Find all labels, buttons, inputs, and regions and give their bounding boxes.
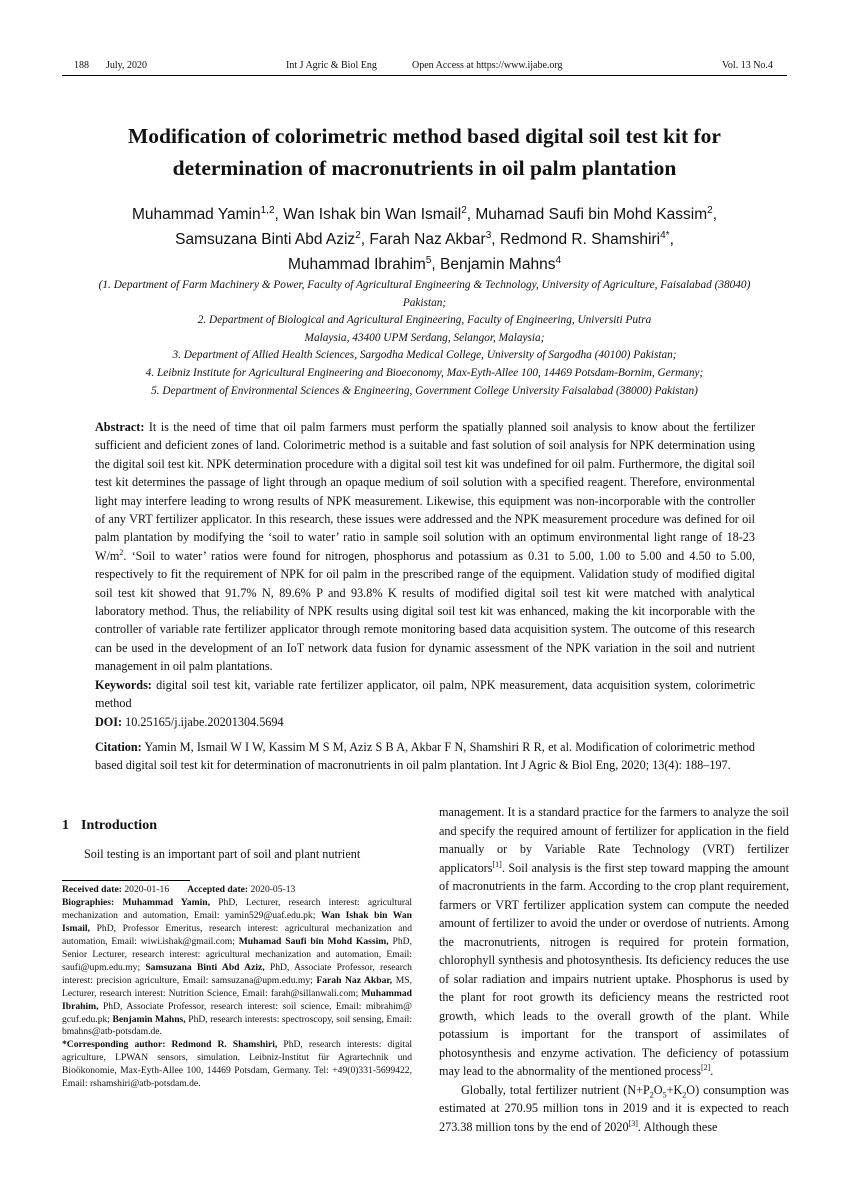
affiliation: 3. Department of Allied Health Sciences, Sargodha Medical College, University of Sargodha (40100) Pakistan; <box>172 349 677 362</box>
affiliations <box>70 277 779 400</box>
doi-link[interactable]: 10.25165/j.ijabe.20201304.5694 <box>125 714 284 729</box>
body-paragraph: management. It is a standard practice for the farmers to analyze the soil and specify the required amount of fertilizer for application in the field manually or by Variable Rate Technology (VRT) fertilizer applicators[1]. Soil analysis is the first step toward mapping the amount of macronutrients in the farm. According to the crop plant requirement, farmers or VRT fertilizer application system can compute the needed amount of fertilizer to avoid the under or overdose of nutrients. Among the macronutrients, nitrogen is required for protein formation, chlorophyll synthesis and photosynthesis. Its deficiency reduces the use of solar radiation and impairs nutrient uptake. Phosphorus is used by the plant for root growth its deficiency means the restricted root growth, which leads to the overall growth of the plant. While potassium is important for the transport of assimilates of photosynthesis and enzyme activation. The deficiency of potassium may lead to the abnormality of the mentioned process[2]. <box>439 805 789 1078</box>
footnotes <box>62 884 412 1091</box>
right-column <box>439 803 789 1136</box>
affiliation: (1. Department of Farm Machinery & Power, Faculty of Agricultural Engineering & Technology, University of Agriculture, Faisalabad (38040) Pakistan; <box>98 279 751 309</box>
author: Redmond R. Shamshiri$^{4*}$, <box>499 229 674 248</box>
page-number: 188 <box>74 60 89 71</box>
author: Farah Naz Akbar$^3$, <box>369 229 500 248</box>
citation-label: Citation: <box>95 740 142 754</box>
author: Muhamad Saufi bin Mohd Kassim$^2$, <box>475 204 718 223</box>
corresponding-author: *Corresponding author: Redmond R. Shamshiri, PhD, research interests: digital agriculture, LPWAN sensors, simulation. Leibniz-Institut für Agrartechnik und Bioökonomie, Max-Eyth-Allee 100, 14469 Potsdam, Germany. Tel: +49(0)331-5699422, Email: rshamshiri@atb-potsdam.de. <box>62 1039 412 1090</box>
doi <box>95 713 755 731</box>
affiliation: 4. Leibniz Institute for Agricultural Engineering and Bioeconomy, Max-Eyth-Allee 100, 14469 Potsdam-Bornim, Germany; <box>145 366 704 379</box>
section-number: 1 <box>62 818 69 833</box>
open-access-link[interactable]: Open Access at https://www.ijabe.org <box>412 60 563 71</box>
author: Benjamin Mahns$^4$ <box>440 254 562 273</box>
paper-title: Modification of colorimetric method based digital soil test kit for determination of macronutrients in oil palm plantation <box>128 124 721 180</box>
author: Samsuzana Binti Abd Aziz$^2$, <box>175 229 370 248</box>
affiliation: 5. Department of Environmental Sciences & Engineering, Government College University Faisalabad (38000) Pakistan) <box>151 384 698 397</box>
abstract-text: Abstract: It is the need of time that oil palm farmers must perform the spatially planned soil analysis to know about the fertilizer sufficient and deficient zones of land. Colorimetric method is a suitable and fast solution of soil analysis for NPK determination using the digital soil test kit. NPK determination procedure with a digital soil test kit was undefined for oil palm. Furthermore, the digital soil test kit determines the passage of light through an opaque medium of soil solution with a specified reagent. Therefore, environmental light may interfere leading to wrong results of NPK measurement. Likewise, this equipment was non-incorporable with the controller of any VRT fertilizer applicator. In this research, these issues were addressed and the NPK measurement procedure was defined for oil palm plantation by modifying the ‘soil to water’ ratio in sample soil solution with an optimum environmental light range of 18-23 $W/m^2$. ‘Soil to water’ ratios were found for nitrogen, phosphorus and potassium as 0.31 to 5.00, 1.00 to 5.00 and 4.50 to 5.00, respectively to fit the requirement of NPK for oil palm in the prescribed range of the equipment. Validation study of modified digital soil test kit showed that 91.7% N, 89.6% P and 93.8% K results of modified digital soil test kit were matched with analytical laboratory method. Thus, the reliability of NPK results using digital soil test kit was enhanced, making the kit incorporable with the controller of variable rate fertilizer applicator through remote monitoring based data acquisition system. The outcome of this research can be used in the development of an IoT network data fusion for dynamic assessment of the NPK variation in the soil and nutrient management in oil palm plantations. <box>95 420 756 674</box>
reference-link[interactable]: [2] <box>700 1062 711 1072</box>
section-title: Introduction <box>81 818 157 833</box>
affiliation: 2. Department of Biological and Agricultural Engineering, Faculty of Engineering, Universiti Putra Malaysia, 43400 UPM Serdang, Selangor, Malaysia; <box>197 314 652 344</box>
author: Wan Ishak bin Wan Ismail$^2$, <box>283 204 476 223</box>
journal-name: Int J Agric & Biol Eng <box>286 60 377 71</box>
volume-number: Vol. 13 No.4 <box>722 60 773 71</box>
abstract-label: Abstract: <box>95 420 145 434</box>
author-list <box>70 202 779 277</box>
footnote-rule <box>62 880 190 881</box>
doi-label: DOI: <box>95 714 123 729</box>
keywords: Keywords: digital soil test kit, variable rate fertilizer applicator, oil palm, NPK measurement, data acquisition system, colorimetric method <box>95 677 756 711</box>
dates-line: Received date: 2020-01-16 Accepted date: 2020-05-13 <box>62 884 296 895</box>
reference-link[interactable]: [3] <box>628 1118 638 1128</box>
header-rule <box>62 75 787 76</box>
citation <box>95 738 755 775</box>
citation-text: Yamin M, Ismail W I W, Kassim M S M, Aziz S B A, Akbar F N, Shamshiri R R, et al. Modification of colorimetric method based digital soil test kit for determination of macronutrients in oil palm plantation. Int J Agric & Biol Eng, 2020; 13(4): 188–197. <box>95 740 755 773</box>
intro-paragraph: Soil testing is an important part of soil and plant nutrient <box>84 847 361 861</box>
issue-date: July, 2020 <box>106 60 148 71</box>
author: Muhammad Yamin$^{1,2}$, <box>131 204 284 223</box>
keywords-label: Keywords: <box>95 677 152 692</box>
section-heading <box>62 818 169 834</box>
running-header <box>0 60 849 74</box>
reference-link[interactable]: [1] <box>492 859 502 869</box>
body-paragraph: Globally, total fertilizer nutrient $(N+P_2O_5+K_2O)$ consumption was estimated at 270.95 million tons in 2019 and it is expected to reach 273.38 million tons by the end of 2020[3]. Although these <box>439 1082 790 1134</box>
author: Muhammad Ibrahim$^5$, <box>287 254 440 273</box>
biographies: Biographies: Muhammad Yamin, PhD, Lecturer, research interest: agricultural mechanization and automation, Email: yamin529@uaf.edu.pk; Wan Ishak bin Wan Ismail, PhD, Professor Emeritus, research interest: agricultural mechanization and automation, Email: wiwi.ishak@gmail.com; Muhamad Saufi bin Mohd Kassim, PhD, Senior Lecturer, research interest: agricultural mechanization and automation, Email: saufi@upm.edu.my; Samsuzana Binti Abd Aziz, PhD, Associate Professor, research interest: precision agriculture, Email: samsuzana@upm.edu.my; Farah Naz Akbar, MS, Lecturer, research interest: Nutrition Science, Email: farah@sillanwali.com; Muhammad Ibrahim, PhD, Associate Professor, research interest: soil science, Email: mibrahim@ gcuf.edu.pk; Benjamin Mahns, PhD, research interests: spectroscopy, soil sensing, Email: bmahns@atb-potsdam.de. <box>62 896 413 1038</box>
abstract-section <box>95 418 755 731</box>
